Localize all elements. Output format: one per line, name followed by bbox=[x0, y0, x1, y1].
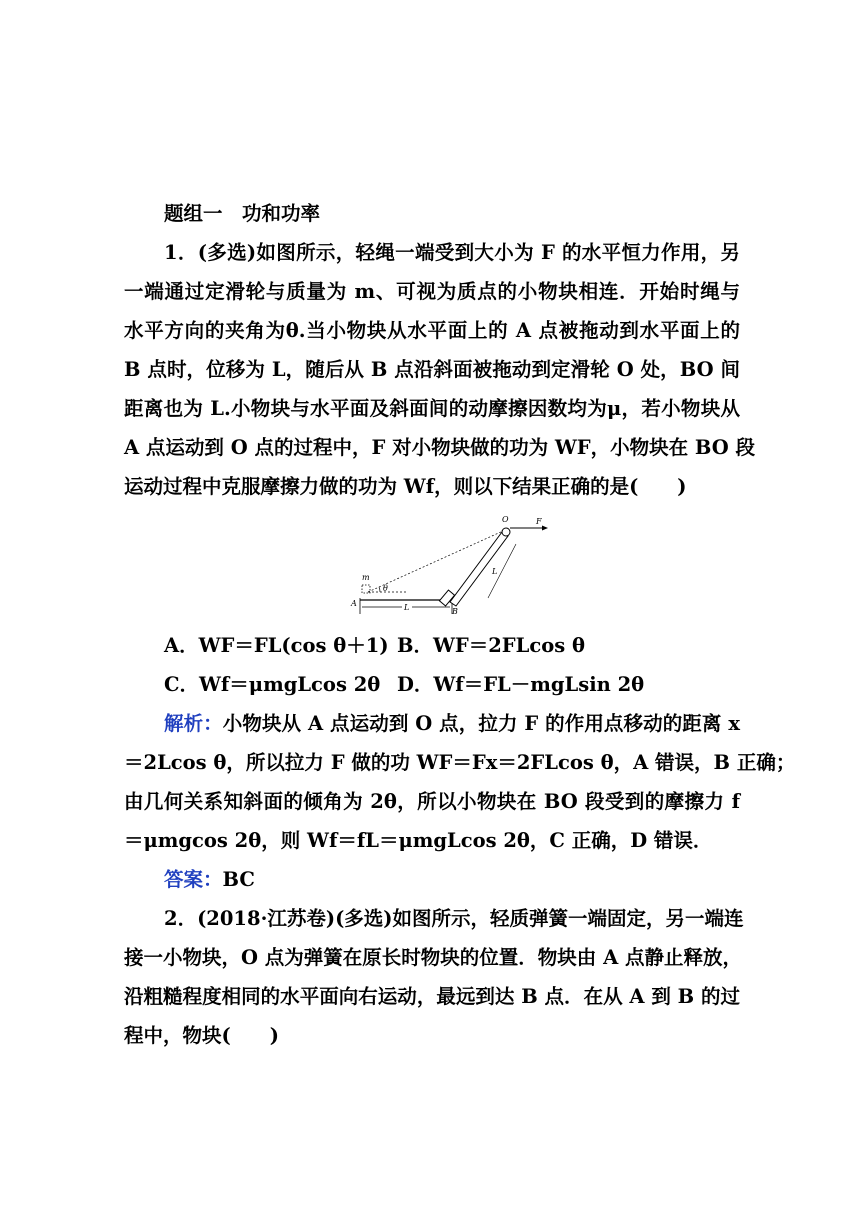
q1-line-5: 距离也为 L.小物块与水平面及斜面间的动摩擦因数均为μ，若小物块从 bbox=[124, 397, 740, 420]
answer-label: 答案： bbox=[164, 868, 223, 891]
q1-line-2: 一端通过定滑轮与质量为 m、可视为质点的小物块相连．开始时绳与 bbox=[124, 280, 740, 303]
pulley bbox=[502, 528, 510, 536]
label-a: A bbox=[351, 599, 357, 608]
theta-arc bbox=[379, 587, 380, 592]
label-l-incline: L bbox=[492, 567, 498, 576]
answer-value: BC bbox=[222, 868, 255, 891]
label-m: m bbox=[362, 573, 370, 582]
label-b: B bbox=[452, 607, 458, 616]
q2-line-2: 接一小物块，O 点为弹簧在原长时物块的位置．物块由 A 点静止释放， bbox=[124, 946, 742, 969]
q1-line-7: 运动过程中克服摩擦力做的功为 Wf，则以下结果正确的是( ) bbox=[124, 475, 687, 498]
q1-line-1: 1．(多选)如图所示，轻绳一端受到大小为 F 的水平恒力作用，另 bbox=[164, 241, 740, 264]
force-arrowhead bbox=[542, 526, 548, 531]
option-b: B．WF＝2FLcos θ bbox=[397, 634, 586, 657]
section-heading: 题组一 功和功率 bbox=[164, 202, 321, 225]
q1-line-3: 水平方向的夹角为θ.当小物块从水平面上的 A 点被拖动到水平面上的 bbox=[124, 319, 740, 342]
label-theta: θ bbox=[383, 584, 388, 593]
analysis-label: 解析： bbox=[164, 712, 223, 735]
option-d: D．Wf＝FL－mgLsin 2θ bbox=[397, 673, 645, 696]
option-a: A．WF＝FL(cos θ＋1) bbox=[164, 634, 389, 657]
option-c: C．Wf＝μmgLcos 2θ bbox=[164, 673, 381, 696]
q2-line-4: 程中，物块( ) bbox=[124, 1024, 279, 1047]
analysis-line-4: ＝μmgcos 2θ，则 Wf＝fL＝μmgLcos 2θ，C 正确，D 错误． bbox=[124, 829, 713, 852]
answer-line bbox=[164, 867, 740, 893]
q2-line-1: 2．(2018·江苏卷)(多选)如图所示，轻质弹簧一端固定，另一端连 bbox=[164, 907, 744, 930]
q2-line-3: 沿粗糙程度相同的水平面向右运动，最远到达 B 点．在从 A 到 B 的过 bbox=[124, 985, 740, 1008]
incline bbox=[450, 532, 508, 606]
analysis-line-2: ＝2Lcos θ，所以拉力 F 做的功 WF＝Fx＝2FLcos θ，A 错误，B 正确； bbox=[124, 751, 796, 774]
q1-line-6: A 点运动到 O 点的过程中，F 对小物块做的功为 WF，小物块在 BO 段 bbox=[124, 436, 756, 459]
q1-line-4: B 点时，位移为 L，随后从 B 点沿斜面被拖动到定滑轮 O 处，BO 间 bbox=[124, 358, 740, 381]
analysis-text-1: 小物块从 A 点运动到 O 点，拉力 F 的作用点移动的距离 x bbox=[222, 712, 740, 735]
analysis-line-3: 由几何关系知斜面的倾角为 2θ，所以小物块在 BO 段受到的摩擦力 f bbox=[124, 790, 740, 813]
label-o: O bbox=[502, 515, 509, 524]
label-l-horizontal: L bbox=[404, 603, 410, 612]
pulley-incline-figure bbox=[346, 514, 556, 618]
analysis-line-1 bbox=[164, 711, 740, 737]
label-f: F bbox=[536, 517, 542, 526]
